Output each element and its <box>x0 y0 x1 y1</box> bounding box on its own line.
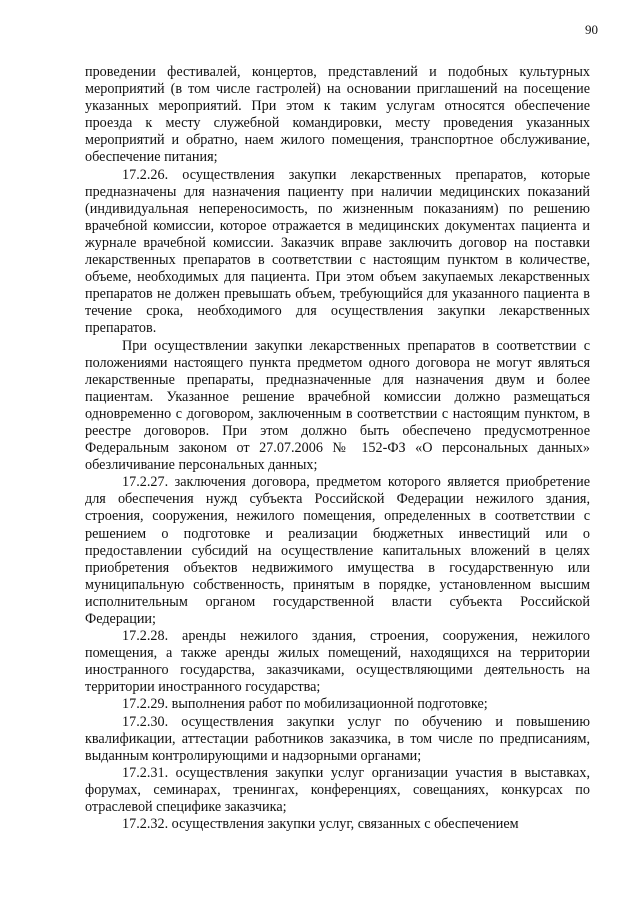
paragraph-17-2-32: 17.2.32. осуществления закупки услуг, связанных с обеспечением <box>122 816 519 833</box>
document-body <box>85 64 590 833</box>
paragraph-17-2-30: 17.2.30. осуществления закупки услуг по обучению и повышению квалификации, аттестации работников заказчика, в том числе по предписаниям, выданным контролирующими и надзорными органами; <box>85 713 590 764</box>
paragraph-17-2-28: 17.2.28. аренды нежилого здания, строения, сооружения, нежилого помещения, а также аренды жилых помещений, находящихся на территории иностранного государства, заказчиками, осуществляющими деятельность на территории иностранного государства; <box>85 628 590 696</box>
page-number: 90 <box>585 22 598 37</box>
paragraph-17-2-26: 17.2.26. осуществления закупки лекарственных препаратов, которые предназначены для назначения пациенту при наличии медицинских показаний (индивидуальная непереносимость, по жизненным показаниям) по решению врачебной комиссии, которое отражается в медицинских документах пациента и журнале врачебной комиссии. Заказчик вправе заключить договор на поставки лекарственных препаратов в соответствии с настоящим пунктом в количестве, объеме, необходимых для пациента. При этом объем закупаемых лекарственных препаратов не должен превышать объем, требующийся для указанного пациента в течение срока, необходимого для осуществления закупки лекарственных препаратов. <box>85 166 590 337</box>
paragraph-17-2-29: 17.2.29. выполнения работ по мобилизационной подготовке; <box>122 696 488 713</box>
paragraph-17-2-31: 17.2.31. осуществления закупки услуг организации участия в выставках, форумах, семинарах, тренингах, конференциях, совещаниях, конкурсах по отраслевой специфике заказчика; <box>85 764 590 816</box>
paragraph-17-2-27: 17.2.27. заключения договора, предметом которого является приобретение для обеспечения нужд субъекта Российской Федерации нежилого здания, строения, сооружения, нежилого помещения, определенных в соответствии с решением о подготовке и реализации бюджетных инвестиций или о предоставлении субсидий на осуществление капитальных вложений в целях приобретения объектов недвижимого имущества в государственную или муниципальную собственность, принятым в порядке, установленном высшим исполнительным органом государственной власти субъекта Российской Федерации; <box>85 474 590 627</box>
paragraph-continuation: проведении фестивалей, концертов, представлений и подобных культурных мероприятий (в том числе гастролей) на основании приглашений на посещение указанных мероприятий. При этом к таким услугам относятся обеспечение проезда к месту служебной командировки, месту проведения указанных мероприятий и обратно, наем жилого помещения, транспортное обслуживание, обеспечение питания; <box>85 64 590 166</box>
paragraph-drug-procurement-note: При осуществлении закупки лекарственных препаратов в соответствии с положениями настоящего пункта предметом одного договора не могут являться лекарственные препараты, предназначенные для назначения двум и более пациентам. Указанное решение врачебной комиссии должно размещаться одновременно с договором, заключенным в соответствии с настоящим пунктом, в реестре договоров. При этом должно быть обеспечено предусмотренное Федеральным законом от 27.07.2006 № 152-ФЗ «О персональных данных» обезличивание персональных данных; <box>85 337 590 474</box>
